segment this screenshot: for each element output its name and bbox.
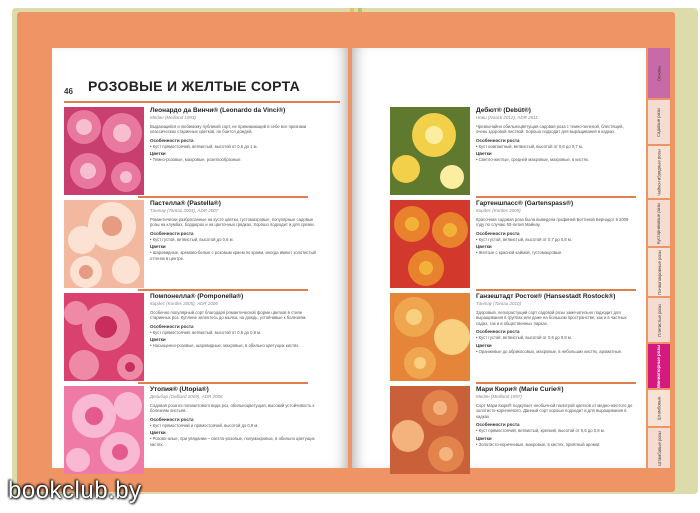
rose-name: Ганзештадт Росток® (Hansestadt Rostock®) (476, 293, 616, 300)
chapter-tab-label: Чайно-гибридные розы (656, 148, 662, 196)
chapter-tab[interactable] (648, 100, 670, 144)
rose-breeder: Кордес (Kordes 2005), ADR 2006 (150, 301, 218, 306)
rose-breeder: Кордес (Kordes 2009) (476, 208, 521, 213)
rose-breeder: Мейян (Meilland 1993) (150, 115, 196, 120)
right-page (352, 48, 646, 468)
chapter-tab-label: Штамбовые (656, 396, 662, 420)
rose-bloom (443, 223, 457, 237)
growth-heading: Особенности роста (476, 137, 520, 143)
rose-bloom (79, 265, 93, 279)
flowers-text: • Шаровидные, кремово-белые с розовым краем по краям, иногда имеют золотистый оттенок в центре. (150, 250, 320, 261)
rose-photo (390, 293, 470, 381)
rose-name: Дебют® (Debüt®) (476, 107, 531, 114)
growth-text: • Куст прямостоячий и прямостоячий, высотой до 0,9 м. (150, 423, 320, 428)
rose-description: Чрезвычайно обильноцветущая садовая роза с темно-зеленой, блестящей, очень здоровой листвой. Хорошо подходит для выращивания в кадках. (476, 124, 624, 135)
rose-entry (390, 107, 640, 195)
rose-entry (390, 293, 640, 381)
page-heading: РОЗОВЫЕ И ЖЕЛТЫЕ СОРТА (88, 78, 300, 94)
chapter-tab[interactable] (648, 428, 670, 468)
entry-separator (476, 382, 636, 384)
left-page (52, 48, 348, 468)
site-watermark: bookclub.by (8, 477, 142, 504)
growth-heading: Особенности роста (150, 230, 194, 236)
rose-bloom (102, 216, 122, 236)
entry-separator (476, 196, 636, 198)
rose-bloom (433, 401, 447, 415)
growth-heading: Особенности роста (150, 137, 194, 143)
rose-bloom (68, 226, 96, 254)
rose-photo (64, 200, 144, 288)
flowers-heading: Цветки (150, 244, 166, 250)
rose-name: Леонардо да Винчи® (Leonardo da Vinci®) (150, 107, 286, 114)
growth-heading: Особенности роста (150, 416, 194, 422)
rose-bloom (112, 444, 128, 460)
chapter-tab[interactable] (648, 298, 670, 342)
rose-bloom (434, 319, 470, 355)
rose-bloom (95, 316, 117, 338)
growth-text: • Куст компактный, ветвистый, высотой от 0,6 до 0,7 м. (476, 144, 636, 149)
chapter-tab[interactable] (648, 200, 670, 246)
flowers-heading: Цветки (150, 430, 166, 436)
growth-heading: Особенности роста (476, 422, 520, 428)
flowers-text: • Оранжевые до абрикосовых, махровые, в небольших кистях, ароматные. (476, 349, 636, 354)
growth-text: • Куст прямостоячий, ветвистый, крепкий, высотой от 0,6 до 0,8 м. (476, 428, 636, 433)
rose-description: Сорт Мари Кюри® подкупает необычной палитрой цветков от медно-желтого до золотисто-коричневого. Данный сорт хорошо подходит и для выращивания в кадках. (476, 403, 633, 419)
growth-text: • Куст прямостоячий, ветвистый, высотой от 0,6 до 0,9 м. (150, 330, 320, 335)
flowers-heading: Цветки (150, 337, 166, 343)
rose-bloom (425, 126, 443, 144)
rose-description: Выдающийся и любимому публикой сорт, не принимающий в себе все признаки классических старинных цветков, не боится дождей. (150, 124, 307, 135)
entry-separator (138, 196, 308, 198)
rose-bloom (114, 392, 142, 420)
chapter-tab[interactable] (648, 248, 670, 296)
entry-separator (138, 289, 308, 291)
rose-description: Красочная садовая роза была выведена графиней Беттиной Бернадот в 2009 году по случаю 50-летия Майнау. (476, 217, 629, 228)
rose-description: Романтически разбросанные на кусте цветки, густомахровые, популярные садовые розы на клумбах, бордюрах и на цветочных грядках. Хорошо подходит и для срезки. (150, 217, 315, 228)
chapter-tab[interactable] (648, 146, 670, 198)
flowers-text: • Темно-розовые, махровые, розеткообразные. (150, 157, 320, 162)
flowers-heading: Цветки (476, 342, 492, 348)
rose-photo (64, 293, 144, 381)
entry-separator (476, 289, 636, 291)
rose-bloom (419, 261, 433, 275)
rose-bloom (439, 447, 453, 461)
rose-bloom (80, 163, 96, 179)
rose-photo (64, 386, 144, 474)
growth-heading: Особенности роста (150, 323, 194, 329)
flowers-heading: Цветки (476, 435, 492, 441)
growth-heading: Особенности роста (476, 329, 520, 335)
rose-breeder: Нови (Noack 2012), ADR 2011 (476, 115, 538, 120)
flowers-heading: Цветки (476, 244, 492, 250)
rose-photo (390, 200, 470, 288)
rose-bloom (414, 357, 426, 369)
flowers-heading: Цветки (476, 151, 492, 157)
rose-bloom (64, 301, 88, 325)
chapter-tab[interactable] (648, 48, 670, 98)
rose-bloom (392, 155, 420, 183)
rose-name: Мари Кюри® (Marie Curie®) (476, 386, 564, 393)
rose-breeder: Дельбар (Delbard 2009), ADR 2008 (150, 394, 223, 399)
chapter-tab-label: Почвопокровные розы (656, 249, 662, 295)
chapter-tab-label: Садовые розы (656, 107, 662, 137)
rose-breeder: Тантау (Tantau 2010) (476, 301, 522, 306)
flowers-text: • Желтые с красной каймой, густомахровые. (476, 250, 636, 255)
flowers-text: • Светло-желтые, средней махровые, махровые, в кистях. (476, 157, 636, 162)
heading-rule (64, 101, 340, 103)
rose-entry (390, 200, 640, 288)
entry-separator (138, 382, 308, 384)
rose-name: Гартеншпасс® (Gartenspass®) (476, 200, 574, 207)
rose-entry (64, 200, 344, 288)
rose-description: Особенно популярный сорт благодаря романтической форме цветков в стиле старинных роз. Куплеие зелентесь до мычка, на дождь, устойчивые к болезням. (150, 310, 307, 321)
rose-bloom (125, 362, 135, 372)
rose-entry (64, 293, 344, 381)
chapter-tab-label: Миниатюрные розы (656, 344, 662, 388)
flowers-text: • Розово-алые, при увядании – светло-розовые, полумахровые, в обильно цветущих кистях. (150, 436, 320, 447)
rose-name: Помпонелла® (Pomponella®) (150, 293, 244, 300)
growth-text: • Куст густой, ветвистый, высотой от 0,7 до 0,8 м. (476, 237, 636, 242)
growth-heading: Особенности роста (476, 230, 520, 236)
rose-bloom (113, 124, 131, 142)
flowers-text: • Насыщенно-розовые, шаровидные, махровые, в обильно цветущих кистях. (150, 343, 320, 348)
chapter-tab[interactable] (648, 390, 670, 426)
chapter-tab-label: Кустарниковые розы (656, 202, 662, 244)
rose-bloom (405, 217, 419, 231)
rose-bloom (392, 420, 424, 452)
growth-text: • Куст прямостоячий, ветвистый, высотой от 0,6 до 1 м. (150, 144, 320, 149)
rose-photo (64, 107, 144, 195)
rose-bloom (120, 171, 132, 183)
rose-bloom (406, 309, 422, 325)
chapter-tab-label: Плетистые розы (656, 303, 662, 337)
growth-text: • Куст густой, ветвистый, высотой до 0,6 м. (150, 237, 320, 242)
chapter-tab-label: Штамбовые розы (656, 430, 662, 466)
rose-bloom (76, 119, 92, 135)
rose-description: Садовая роза из полиантового вида роз, обильноцветущая, высокий устойчивость к болезням листьев. (150, 403, 315, 414)
rose-breeder: Мейян (Meilland 1997) (476, 394, 522, 399)
rose-photo (390, 107, 470, 195)
rose-bloom (69, 350, 99, 380)
flowers-heading: Цветки (150, 151, 166, 157)
growth-text: • Куст густой, ветвистый, высотой от 0,6 до 0,8 м. (476, 335, 636, 340)
chapter-tab-active[interactable] (648, 344, 670, 388)
flowers-text: • Золотисто-коричневые, махровые, в кистях, приятный аромат. (476, 442, 636, 447)
rose-description: Здоровый, легкорастущий сорт садовой розы замечательно подходит для выращивания в группах или даже на большом пространстве, как и в частных садах, так и в общественных парках. (476, 310, 627, 326)
rose-entry (64, 386, 344, 474)
rose-bloom (66, 448, 90, 472)
rose-bloom (440, 165, 464, 189)
rose-bloom (85, 407, 103, 425)
chapter-tabs (648, 48, 670, 468)
rose-photo (390, 386, 470, 474)
page-number: 46 (64, 87, 73, 96)
rose-bloom (112, 256, 140, 284)
rose-breeder: Тантау (Tantau 2004), ADR 2007 (150, 208, 219, 213)
rose-entry (64, 107, 344, 195)
rose-name: Пастелла® (Pastella®) (150, 200, 221, 207)
chapter-tab-label: Основы (656, 65, 662, 81)
rose-entry (390, 386, 640, 474)
rose-name: Утопия® (Utopia®) (150, 386, 209, 393)
